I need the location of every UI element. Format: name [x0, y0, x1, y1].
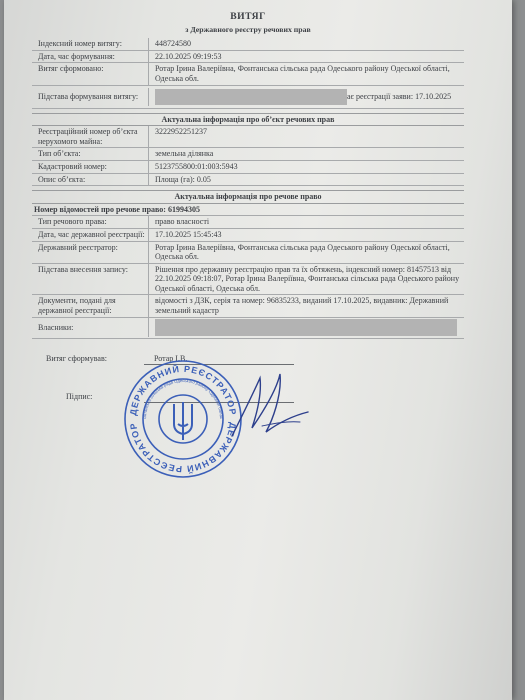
right-row-owners — [32, 318, 464, 339]
trident-icon — [174, 402, 192, 440]
object-value: 5123755800:01:003:5943 — [148, 161, 464, 173]
right-row-basis — [32, 264, 464, 296]
object-label: Опис об’єкта: — [38, 174, 86, 184]
object-row-regnum — [32, 126, 464, 148]
handwritten-signature-icon — [222, 366, 312, 446]
right-record-number-row — [32, 204, 464, 217]
meta-basis-text: ає реєстрації заяви: 17.10.2025 — [347, 91, 452, 101]
right-row-documents — [32, 295, 464, 317]
right-label: Дата, час державної реєстрації: — [38, 229, 145, 239]
object-section-heading: Актуальна інформація про об’єкт речових прав — [32, 113, 464, 127]
object-label: Реєстраційний номер об’єкта нерухомого майна: — [38, 127, 138, 146]
meta-label: Витяг сформовано: — [38, 64, 104, 74]
signature-label: Підпис: — [66, 392, 93, 401]
right-label: Документи, подані для державної реєстрації: — [38, 296, 116, 316]
right-value: право власності — [148, 216, 464, 228]
right-label: Власники: — [38, 322, 74, 332]
object-value: 3222952251237 — [148, 126, 464, 147]
object-row-description — [32, 174, 464, 187]
right-record-number: Номер відомостей про речове право: 61994305 — [34, 204, 200, 214]
redaction-block — [155, 319, 457, 336]
stamp-outer-top-text: ДЕРЖАВНИЙ РЕЄСТРАТОР — [128, 363, 238, 417]
right-label: Державний реєстратор: — [38, 242, 118, 252]
object-row-cadastral — [32, 161, 464, 174]
object-row-type — [32, 148, 464, 161]
object-value: земельна ділянка — [148, 148, 464, 160]
stamp-outer-bottom-text: ДЕРЖАВНИЙ РЕЄСТРАТОР — [128, 421, 238, 475]
formed-by-label: Витяг сформував: — [46, 354, 107, 363]
meta-row-basis — [32, 86, 464, 109]
right-row-registrar — [32, 242, 464, 264]
meta-value: 448724580 — [148, 38, 464, 50]
object-value: Площа (га): 0.05 — [148, 174, 464, 186]
document-title: ВИТЯГ — [230, 11, 266, 22]
meta-row-index — [32, 38, 464, 51]
meta-row-date — [32, 51, 464, 64]
right-value: Ротар Ірина Валеріївна, Фонтанська сільська рада Одеського району Одеської області, Одеська обл. — [148, 242, 464, 263]
right-value: 17.10.2025 15:45:43 — [148, 229, 464, 241]
right-label: Тип речового права: — [38, 217, 107, 227]
right-value: відомості з ДЗК, серія та номер: 96835233, виданий 17.10.2025, видавник: Державний земельний кадастр — [148, 295, 464, 316]
right-row-date — [32, 229, 464, 242]
meta-label: Індексний номер витягу: — [38, 39, 122, 49]
meta-value: 22.10.2025 09:19:53 — [148, 51, 464, 63]
meta-value — [148, 88, 464, 106]
right-value: Рішення про державну реєстрацію прав та їх обтяжень, індексний номер: 81457513 від 22.10.2025 09:18:07, Ротар Ірина Валеріївна, Фонтанська сільська рада Одеського району Одеської області, Одеська обл. — [148, 264, 464, 295]
meta-value: Ротар Ірина Валеріївна, Фонтанська сільська рада Одеського району Одеської області, Одеська обл. — [148, 63, 464, 84]
object-label: Тип об’єкта: — [38, 149, 81, 159]
right-label: Підстава внесення запису: — [38, 264, 128, 274]
object-label: Кадастровий номер: — [38, 161, 107, 171]
right-section-heading: Актуальна інформація про речове право — [32, 190, 464, 204]
document-sheet — [4, 0, 512, 700]
meta-label: Дата, час формування: — [38, 51, 115, 61]
document-subtitle: з Державного реєстру речових прав — [185, 24, 311, 34]
extract-document — [32, 12, 464, 339]
right-value — [148, 318, 464, 337]
meta-label: Підстава формування витягу: — [38, 91, 139, 101]
redaction-block — [155, 89, 347, 105]
stamp-inner-text: онтанська сільська рада Одеського району Одеської облас — [141, 377, 225, 420]
right-row-type — [32, 216, 464, 229]
meta-row-formed — [32, 63, 464, 85]
formed-by-value: Ротар І.В. — [154, 354, 188, 363]
